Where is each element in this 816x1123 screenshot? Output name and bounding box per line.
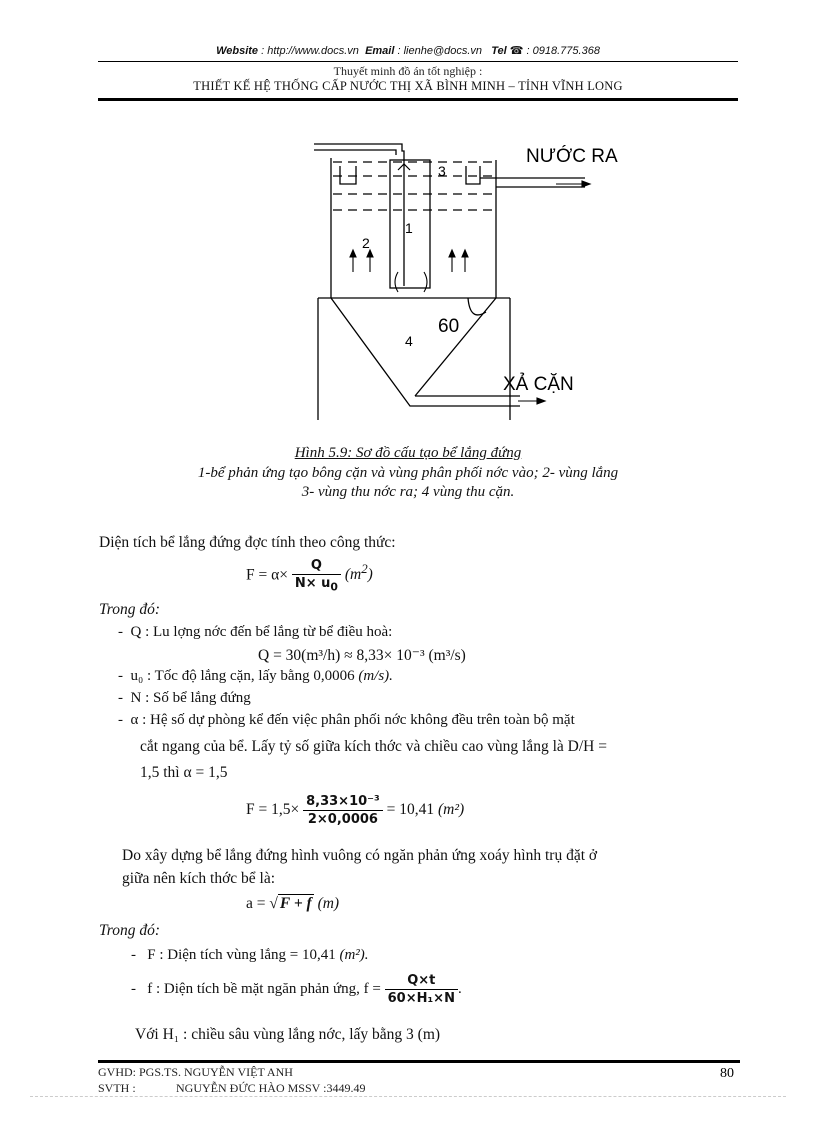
label-zone-4: 4: [405, 333, 413, 349]
flow-arrowhead-3: [449, 250, 455, 257]
formula1-den-sub: 0: [330, 580, 338, 594]
bullet-n: - N : Số bể lắng đứng: [118, 690, 251, 706]
flow-arrowhead-2: [367, 250, 373, 257]
formula2-fraction: [303, 794, 383, 827]
f-definition: f : Diện tích bề mặt ngăn phản ứng, f =: [147, 980, 381, 997]
page-number: 80: [720, 1066, 734, 1081]
formula-a-radicand: F + f: [279, 895, 312, 912]
footer-svth-label: SVTH :: [98, 1081, 136, 1095]
header-title: THIẾT KẾ HỆ THỐNG CẤP NƯỚC THỊ XÃ BÌNH MINH – TỈNH VĨNH LONG: [193, 79, 623, 93]
bullet-u0: - u₀ : Tốc độ lắng cặn, lấy bằng 0,0006 (m/s).: [118, 668, 393, 684]
F-unit: (m²).: [339, 947, 369, 963]
q-definition: Q : Lu lợng nớc đến bể lắng từ bể điều hoà:: [130, 624, 393, 640]
bullet-f: - f : Diện tích bề mặt ngăn phản ứng, f = $\frac{Q\times t}{\text{60×H₁×N}}$ .: [131, 973, 462, 1006]
formula2-rhs: = 10,41: [386, 801, 435, 819]
tel-value: : 0918.775.368: [526, 45, 600, 57]
n-definition: N : Số bể lắng đứng: [130, 690, 251, 706]
q-value: Q = 30(m³/h) ≈ 8,33× 10⁻³ (m³/s): [258, 647, 466, 664]
formula2-lhs: F = 1,5×: [246, 801, 300, 819]
u0-unit: (m/s).: [358, 668, 393, 684]
label-zone-1: 1: [405, 220, 413, 236]
f-numerator: Q×t: [385, 973, 458, 990]
F-definition: F : Diện tích vùng lắng = 10,41: [147, 947, 336, 963]
intro-text: Diện tích bể lắng đứng đợc tính theo công thức:: [99, 534, 396, 551]
alpha-definition-3: 1,5 thì α = 1,5: [140, 764, 228, 781]
formula-a: [246, 895, 339, 913]
label-angle: 60: [438, 316, 460, 337]
email-label: Email: [365, 45, 395, 57]
where-heading-2: Trong đó:: [99, 922, 161, 939]
settling-tank-diagram: [290, 130, 670, 430]
website-label: Website: [216, 45, 259, 57]
figure-caption-line3: 3- vùng thu nớc ra; 4 vùng thu cặn.: [301, 484, 515, 500]
formula1-unit-open: (m: [344, 566, 362, 584]
sludge-arrowhead: [537, 398, 545, 404]
formula1-lhs: F = α×: [246, 566, 288, 584]
figure-caption-line2: 1-bể phản ứng tạo bông cặn và vùng phân phối nớc vào; 2- vùng lắng: [197, 465, 619, 481]
para2-line2: giữa nên kích thớc bể là:: [122, 870, 276, 887]
trough-right: [466, 166, 480, 184]
trough-left: [340, 166, 356, 184]
flow-arrowhead-4: [462, 250, 468, 257]
formula1-unit-sup: 2: [361, 561, 368, 577]
formula-area-1: [246, 558, 373, 594]
outlet-arrowhead: [582, 181, 590, 187]
formula1-denominator: [292, 575, 341, 594]
f-fraction: [385, 973, 458, 1006]
alpha-definition-1: α : Hệ số dự phòng kể đến việc phân phối nớc không đều trên toàn bộ mặt: [130, 712, 575, 728]
header-rule-thin: [98, 61, 738, 62]
footer-gvhd: GVHD: PGS.TS. NGUYỄN VIỆT ANH: [98, 1065, 293, 1079]
formula-a-unit: (m): [317, 895, 340, 912]
formula1-unit-close: ): [367, 566, 373, 584]
footer-svth-value: NGUYỄN ĐỨC HÀO MSSV :3449.49: [176, 1081, 366, 1095]
formula1-unit: [344, 561, 373, 584]
formula-a-lhs: a =: [246, 895, 266, 912]
sqrt-icon: √: [269, 895, 278, 912]
cone-left: [331, 298, 430, 406]
tel-label: Tel: [491, 45, 507, 57]
u0-definition: u₀ : Tốc độ lắng cặn, lấy bằng 0,0006: [130, 668, 355, 684]
header-contact-line: [0, 44, 816, 57]
formula2-numerator: 8,33×10⁻³: [303, 794, 383, 811]
inlet-pipe-lower: [314, 150, 396, 155]
f-end: .: [457, 980, 462, 997]
alpha-definition-2: cắt ngang của bể. Lấy tỷ số giữa kích thớc và chiều cao vùng lắng là D/H =: [140, 738, 607, 755]
formula-area-2: [246, 794, 464, 827]
figure-caption-title: Hình 5.9: Sơ đồ cấu tạo bể lắng đứng: [294, 445, 522, 461]
h1-definition: Với H₁ : chiều sâu vùng lắng nớc, lấy bằng 3 (m): [135, 1026, 441, 1043]
header-subtitle: Thuyết minh đồ án tốt nghiệp :: [333, 64, 483, 78]
formula1-numerator: Q: [292, 558, 341, 575]
label-sludge-out: XẢ CẶN: [503, 374, 574, 395]
formula1-den-text: N× u: [294, 576, 331, 591]
bullet-F: - F : Diện tích vùng lắng = 10,41 (m²).: [131, 947, 369, 963]
email-value[interactable]: : lienhe@docs.vn: [397, 45, 483, 57]
page-edge-line: [30, 1096, 786, 1097]
header-rule-thick: [98, 98, 738, 101]
bullet-q: - Q : Lu lợng nớc đến bể lắng từ bể điều hoà:: [118, 624, 393, 640]
para2-line1: Do xây dựng bể lắng đứng hình vuông có ngăn phản ứng xoáy hình trụ đặt ở: [122, 847, 598, 864]
swirl-right: [424, 272, 427, 292]
label-water-out: NƯỚC RA: [526, 146, 618, 167]
flow-arrowhead-1: [350, 250, 356, 257]
label-zone-2: 2: [362, 235, 370, 251]
formula2-unit: (m²): [437, 801, 465, 819]
formula1-fraction: [292, 558, 341, 594]
phone-icon: ☎: [509, 45, 524, 57]
footer-rule-thick: [98, 1060, 740, 1063]
bullet-alpha: - α : Hệ số dự phòng kể đến việc phân phối nớc không đều trên toàn bộ mặt: [118, 712, 575, 728]
formula2-denominator: 2×0,0006: [307, 812, 378, 827]
swirl-left: [395, 272, 398, 292]
website-value[interactable]: : http://www.docs.vn: [261, 45, 359, 57]
label-zone-3: 3: [438, 163, 446, 179]
f-denominator: 60×H₁×N: [387, 991, 455, 1006]
where-heading-1: Trong đó:: [99, 601, 161, 618]
